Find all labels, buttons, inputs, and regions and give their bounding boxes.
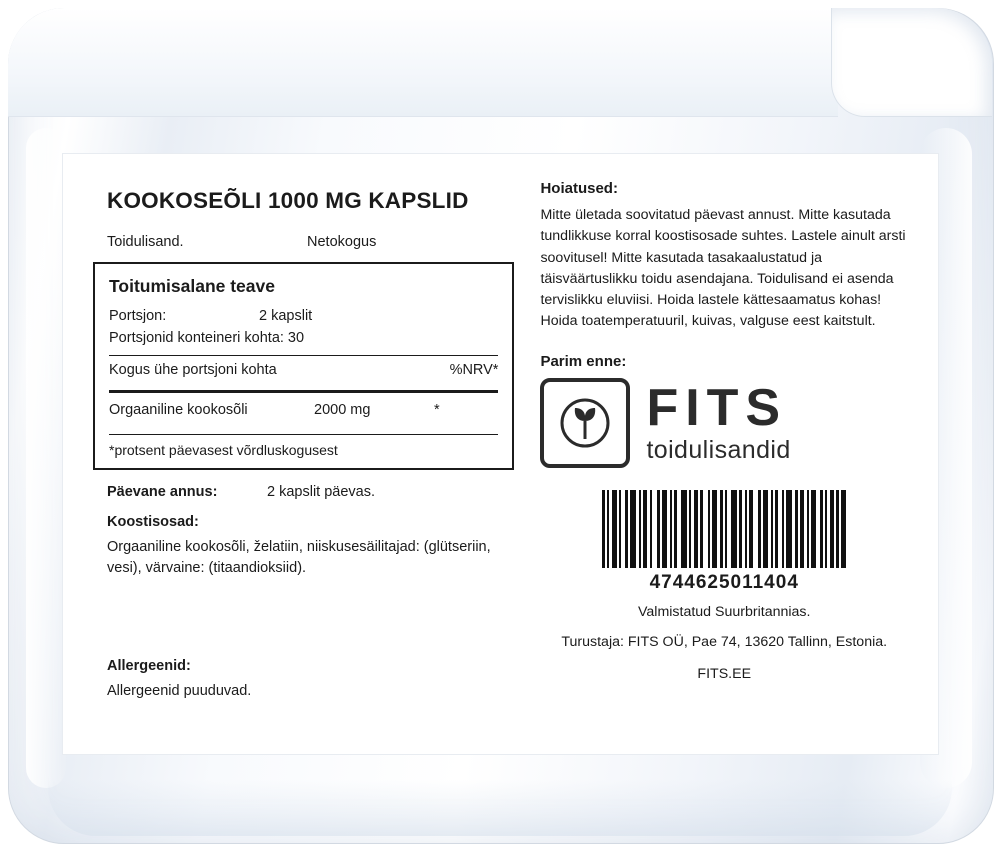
allergens-block <box>93 658 514 702</box>
supplement-word: Toidulisand. <box>107 234 184 250</box>
warnings-title: Hoiatused: <box>540 180 618 197</box>
daily-dosage-label: Päevane annus: <box>107 484 218 500</box>
distributor-text: Turustaja: FITS OÜ, Pae 74, 13620 Tallinn, Estonia. <box>561 633 888 650</box>
label-right-column <box>540 180 908 728</box>
daily-dosage-value: 2 kapslit päevas. <box>267 484 376 500</box>
barcode-number: 4744625011404 <box>649 571 799 593</box>
nrv-header-label: %NRV* <box>449 362 499 378</box>
bottle-highlight-left <box>26 128 66 788</box>
made-in-text: Valmistatud Suurbritannias. <box>638 603 811 620</box>
nutrient-nrv: * <box>434 402 440 418</box>
nrv-footnote: *protsent päevasest võrdluskogusest <box>109 442 338 458</box>
serving-size-row <box>109 305 498 327</box>
bottle-base-shadow <box>48 780 952 836</box>
barcode-bars <box>540 490 908 568</box>
table-row <box>109 393 498 428</box>
allergens-body: Allergeenid puuduvad. <box>107 682 252 699</box>
product-label <box>63 154 938 754</box>
bottle-lid-surface <box>8 8 838 117</box>
nutrition-panel-title: Toitumisalane teave <box>109 276 275 296</box>
barcode-block <box>540 490 908 594</box>
serving-size-value: 2 kapslit <box>259 308 313 324</box>
best-before-title: Parim enne: <box>540 352 627 370</box>
daily-dosage-block <box>93 484 514 500</box>
bottle-lid-notch <box>831 8 992 117</box>
brand-tagline: toidulisandid <box>646 436 791 465</box>
nutrition-facts-panel <box>93 262 514 470</box>
brand-logo <box>540 378 908 468</box>
ingredients-body: Orgaaniline kookosõli, želatiin, niiskusesäilitajad: (glütseriin, vesi), värvaine: (titaandioksiid). <box>107 539 491 577</box>
servings-per-container-text: Portsjonid konteineri kohta: 30 <box>109 330 305 346</box>
servings-per-container-row <box>109 327 498 349</box>
ingredients-title: Koostisosad: <box>107 514 199 530</box>
amount-header-row <box>109 356 498 384</box>
leaf-in-circle-icon <box>540 378 630 468</box>
allergens-title: Allergeenid: <box>107 657 191 674</box>
website-text: FITS.EE <box>697 666 752 683</box>
warnings-body: Mitte ületada soovitatud päevast annust. Mitte kasutada tundlikkuse korral koostisosade suhtes. Lastele ainult arsti soovitusel! Mitte kasutada tasakaalustatud ja täisväärtuslikku toidu asendajana. Toidulisand ei asenda tervislikku eluviisi. Hoida lastele kättesaamatus kohas! Hoida toatemperatuuril, kuivas, valguse eest kaitstult. <box>540 207 906 330</box>
page-title: KOOKOSEÕLI 1000 MG KAPSLID <box>107 188 469 213</box>
nutrient-amount: 2000 mg <box>314 402 371 418</box>
net-quantity-label: Netokogus <box>307 234 377 250</box>
supplement-bottle <box>8 8 992 842</box>
nutrient-name: Orgaaniline kookosõli <box>109 402 248 418</box>
amount-per-serving-label: Kogus ühe portsjoni kohta <box>109 362 277 378</box>
serving-size-label: Portsjon: <box>109 308 167 324</box>
label-left-column <box>93 180 514 728</box>
supplement-subline <box>93 234 514 250</box>
brand-name: FITS <box>646 379 788 438</box>
